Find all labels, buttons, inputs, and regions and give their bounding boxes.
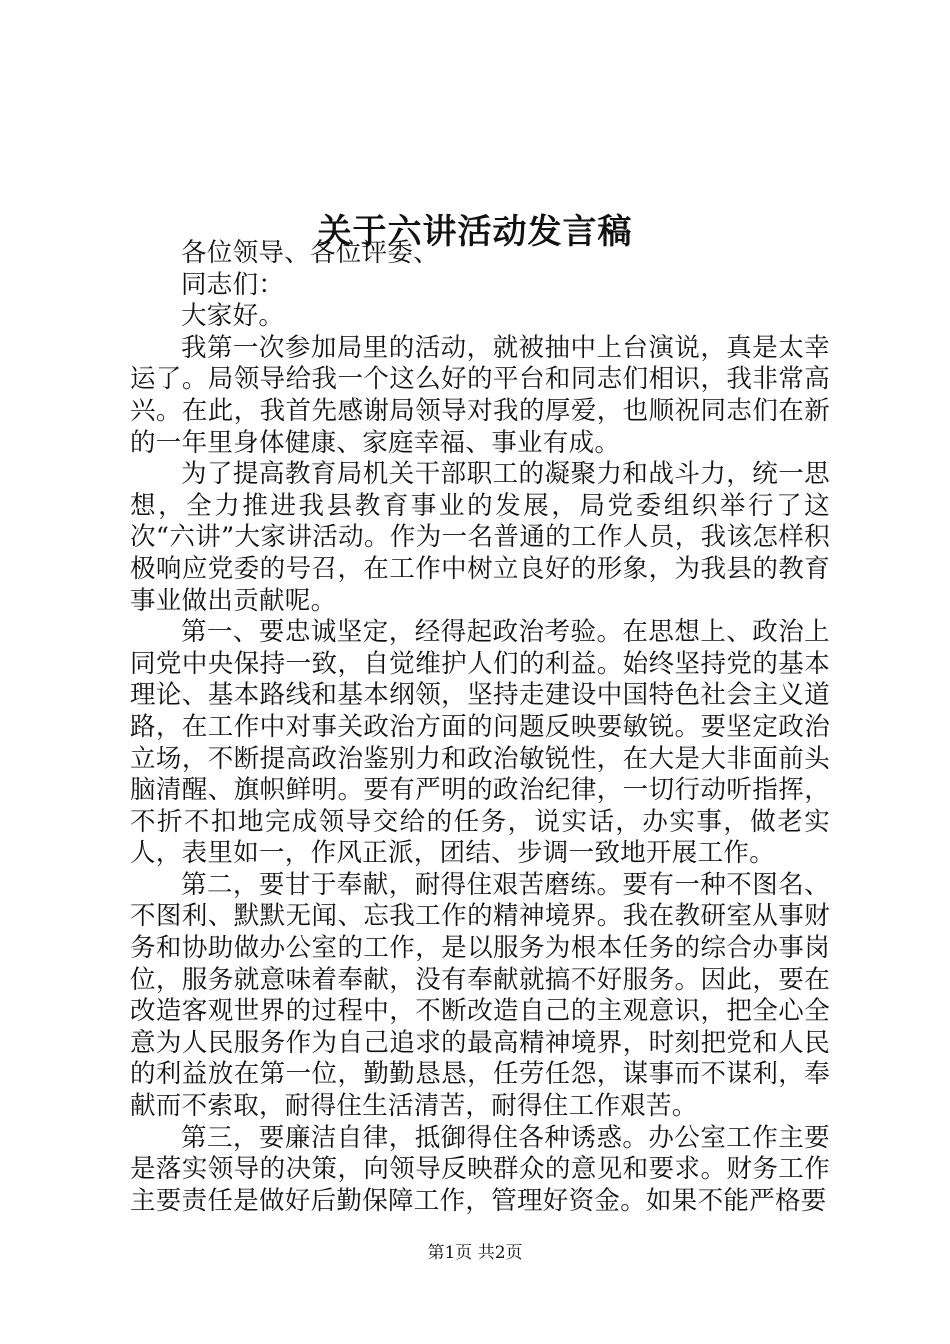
document-body — [130, 238, 830, 1217]
paragraph-point-two: 第二，要甘于奉献，耐得住艰苦磨练。要有一种不图名、不图利、默默无闻、忘我工作的精神境界。我在教研室从事财务和协助做办公室的工作，是以服务为根本任务的综合办事岗位，服务就意味着奉献，没有奉献就搞不好服务。因此，要在改造客观世界的过程中，不断改造自己的主观意识，把全心全意为人民服务作为自己追求的最高精神境界，时刻把党和人民的利益放在第一位，勤勤恳恳，任劳任怨，谋事而不谋利，奉献而不索取，耐得住生活清苦，耐得住工作艰苦。 — [130, 869, 830, 1122]
page-footer: 第1页 共2页 — [427, 1243, 523, 1263]
paragraph-intro: 我第一次参加局里的活动，就被抽中上台演说，真是太幸运了。局领导给我一个这么好的平台和同志们相识，我非常高兴。在此，我首先感谢局领导对我的厚爱，也顺祝同志们在新的一年里身体健康、家庭幸福、事业有成。 — [130, 332, 830, 458]
paragraph-point-one: 第一、要忠诚坚定，经得起政治考验。在思想上、政治上同党中央保持一致，自觉维护人们的利益。始终坚持党的基本理论、基本路线和基本纲领，坚持走建设中国特色社会主义道路，在工作中对事关政治方面的问题反映要敏锐。要坚定政治立场，不断提高政治鉴别力和政治敏锐性，在大是大非面前头脑清醒、旗帜鲜明。要有严明的政治纪律，一切行动听指挥，不折不扣地完成领导交给的任务，说实话，办实事，做老实人，表里如一，作风正派，团结、步调一致地开展工作。 — [130, 617, 830, 869]
greeting-line: 大家好。 — [181, 301, 285, 332]
salutation-line: 各位领导、各位评委、 — [181, 238, 440, 268]
paragraph-point-three: 第三，要廉洁自律，抵御得住各种诱惑。办公室工作主要是落实领导的决策，向领导反映群众的意见和要求。财务工作主要责任是做好后勤保障工作，管理好资金。如果不能严格要 — [130, 1122, 830, 1216]
salutation-line: 同志们： — [181, 269, 285, 300]
document-title: 关于六讲活动发言稿 — [317, 211, 633, 252]
paragraph-background: 为了提高教育局机关干部职工的凝聚力和战斗力，统一思想，全力推进我县教育事业的发展，局党委组织举行了这次“六讲”大家讲活动。作为一名普通的工作人员，我该怎样积极响应党委的号召，在工作中树立良好的形象，为我县的教育事业做出贡献呢。 — [130, 459, 830, 616]
